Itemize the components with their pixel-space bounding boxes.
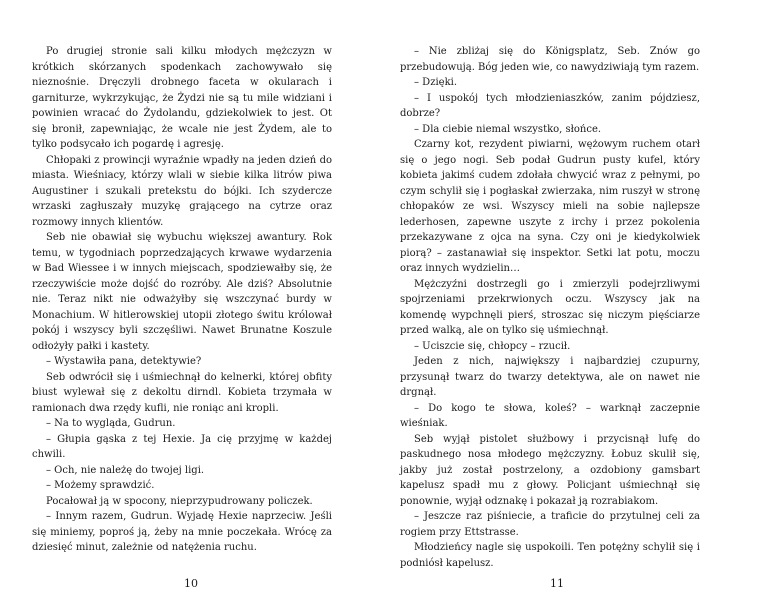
paragraph: Po drugiej stronie sali kilku młodych mężczyzn w krótkich skórzanych spodenkach zachowywało się nieznośnie. Dręczyli drobnego faceta w okularach i garniturze, wykrzykując, że Żydzi nie są tu mile widziani i powinien wracać do Żydolandu, gdziekolwiek to jest. Ot się bronił, zapewniając, że wcale nie jest Żydem, ale to tylko podsycało ich pogardę i agresję. [32, 46, 332, 150]
paragraph: – Dzięki. [414, 77, 458, 88]
paragraph: Jeden z nich, największy i najbardziej czupurny, przysunął twarz do twarzy detektywa, ale on nawet nie drgnął. [400, 356, 700, 398]
page-number-left: 10 [184, 577, 198, 590]
paragraph: – Na to wygląda, Gudrun. [46, 418, 176, 429]
paragraph: Pocałował ją w spocony, nieprzypudrowany policzek. [46, 495, 313, 507]
paragraph: Czarny kot, rezydent piwiarni, wężowym ruchem otarł się o jego nogi. Seb podał Gudrun pusty kufel, który kobieta jakimś cudem zdołała chwycić wraz z pełnymi, po czym schylił się i pogłaskał zwierzaka, nim ruszył w stronę chłopaków ze wsi. Wszyscy mieli na sobie najlepsze lederhosen, zapewne uszyte z irchy i przez pokolenia przekazywane z ojca na syna. Czy oni je kiedykolwiek piorą? – zastanawiał się inspektor. Setki lat potu, moczu oraz innych wydzielin… [400, 139, 700, 274]
paragraph: – Nie zbliżaj się do Königsplatz, Seb. Znów go przebudowują. Bóg jeden wie, co nawydziwiają tym razem. [400, 46, 700, 73]
paragraph: Seb odwrócił się i uśmiechnął do kelnerki, której obfity biust wylewał się z dekoltu dirndl. Kobieta trzymała w ramionach dwa rzędy kufli, nie roniąc ani kropli. [32, 371, 332, 414]
paragraph: Seb nie obawiał się wybuchu większej awantury. Rok temu, w tygodniach poprzedzających krwawe wydarzenia w Bad Wiessee i w innych miejscach, spodziewałby się, że rzeczywiście może dojść do rozróby. Ale dziś? Absolutnie nie. Teraz nikt nie odważyłby się wszczynać burdy w Monachium. W hitlerowskiej utopii złotego świtu królował pokój i wszyscy byli szczęśliwi. Nawet Brunatne Koszule odłożyły pałki i kastety. [32, 232, 332, 352]
paragraph: – I uspokój tych młodzieniaszków, zanim pójdziesz, dobrze? [400, 92, 700, 119]
paragraph: Chłopaki z prowincji wyraźnie wpadły na jeden dzień do miasta. Wieśniacy, którzy wlali w siebie kilka litrów piwa Augustiner i szukali pretekstu do bójki. Ich szydercze wrzaski zagłuszały muzykę grającego na cytrze oraz rozmowy innych klientów. [32, 154, 332, 228]
paragraph: – Innym razem, Gudrun. Wyjadę Hexie naprzeciw. Jeśli się miniemy, poproś ją, żeby na mnie poczekała. Wrócę za dziesięć minut, zależnie od natężenia ruchu. [32, 511, 332, 553]
paragraph: Młodzieńcy nagle się uspokoili. Ten potężny schylił się i podniósł kapelusz. [400, 542, 700, 569]
right-page [400, 44, 700, 569]
paragraph: – Do kogo te słowa, koleś? – warknął zaczepnie wieśniak. [400, 402, 700, 429]
paragraph: Mężczyźni dostrzegli go i zmierzyli podejrzliwymi spojrzeniami przekrwionych oczu. Wszyscy jak na komendę wypchnęli pierś, stroszac się niczym pięściarze przed walką, ale on tylko się uśmiechnął. [400, 278, 700, 336]
page-number-right: 11 [550, 577, 564, 590]
paragraph: – Możemy sprawdzić. [46, 480, 155, 491]
paragraph: Seb wyjął pistolet służbowy i przycisnął lufę do paskudnego nosa młodego mężczyzny. Łobuz skulił się, jakby już został postrzelony, a ozdobiony gamsbart kapelusz spadł mu z głowy. Policjant uśmiechnął się ponownie, wyjął odznakę i pokazał ją rozrabiakom. [400, 433, 700, 507]
paragraph: – Jeszcze raz piśniecie, a traficie do przytulnej celi za rogiem przy Ettstrasse. [400, 511, 700, 538]
paragraph: – Uciszcie się, chłopcy – rzucił. [414, 340, 571, 352]
left-page [32, 44, 332, 569]
paragraph: – Głupia gąska z tej Hexie. Ja cię przyjmę w każdej chwili. [32, 433, 332, 460]
paragraph: – Wystawiła pana, detektywie? [46, 356, 202, 367]
paragraph: – Och, nie należę do twojej ligi. [46, 464, 205, 476]
paragraph: – Dla ciebie niemal wszystko, słońce. [414, 123, 602, 135]
